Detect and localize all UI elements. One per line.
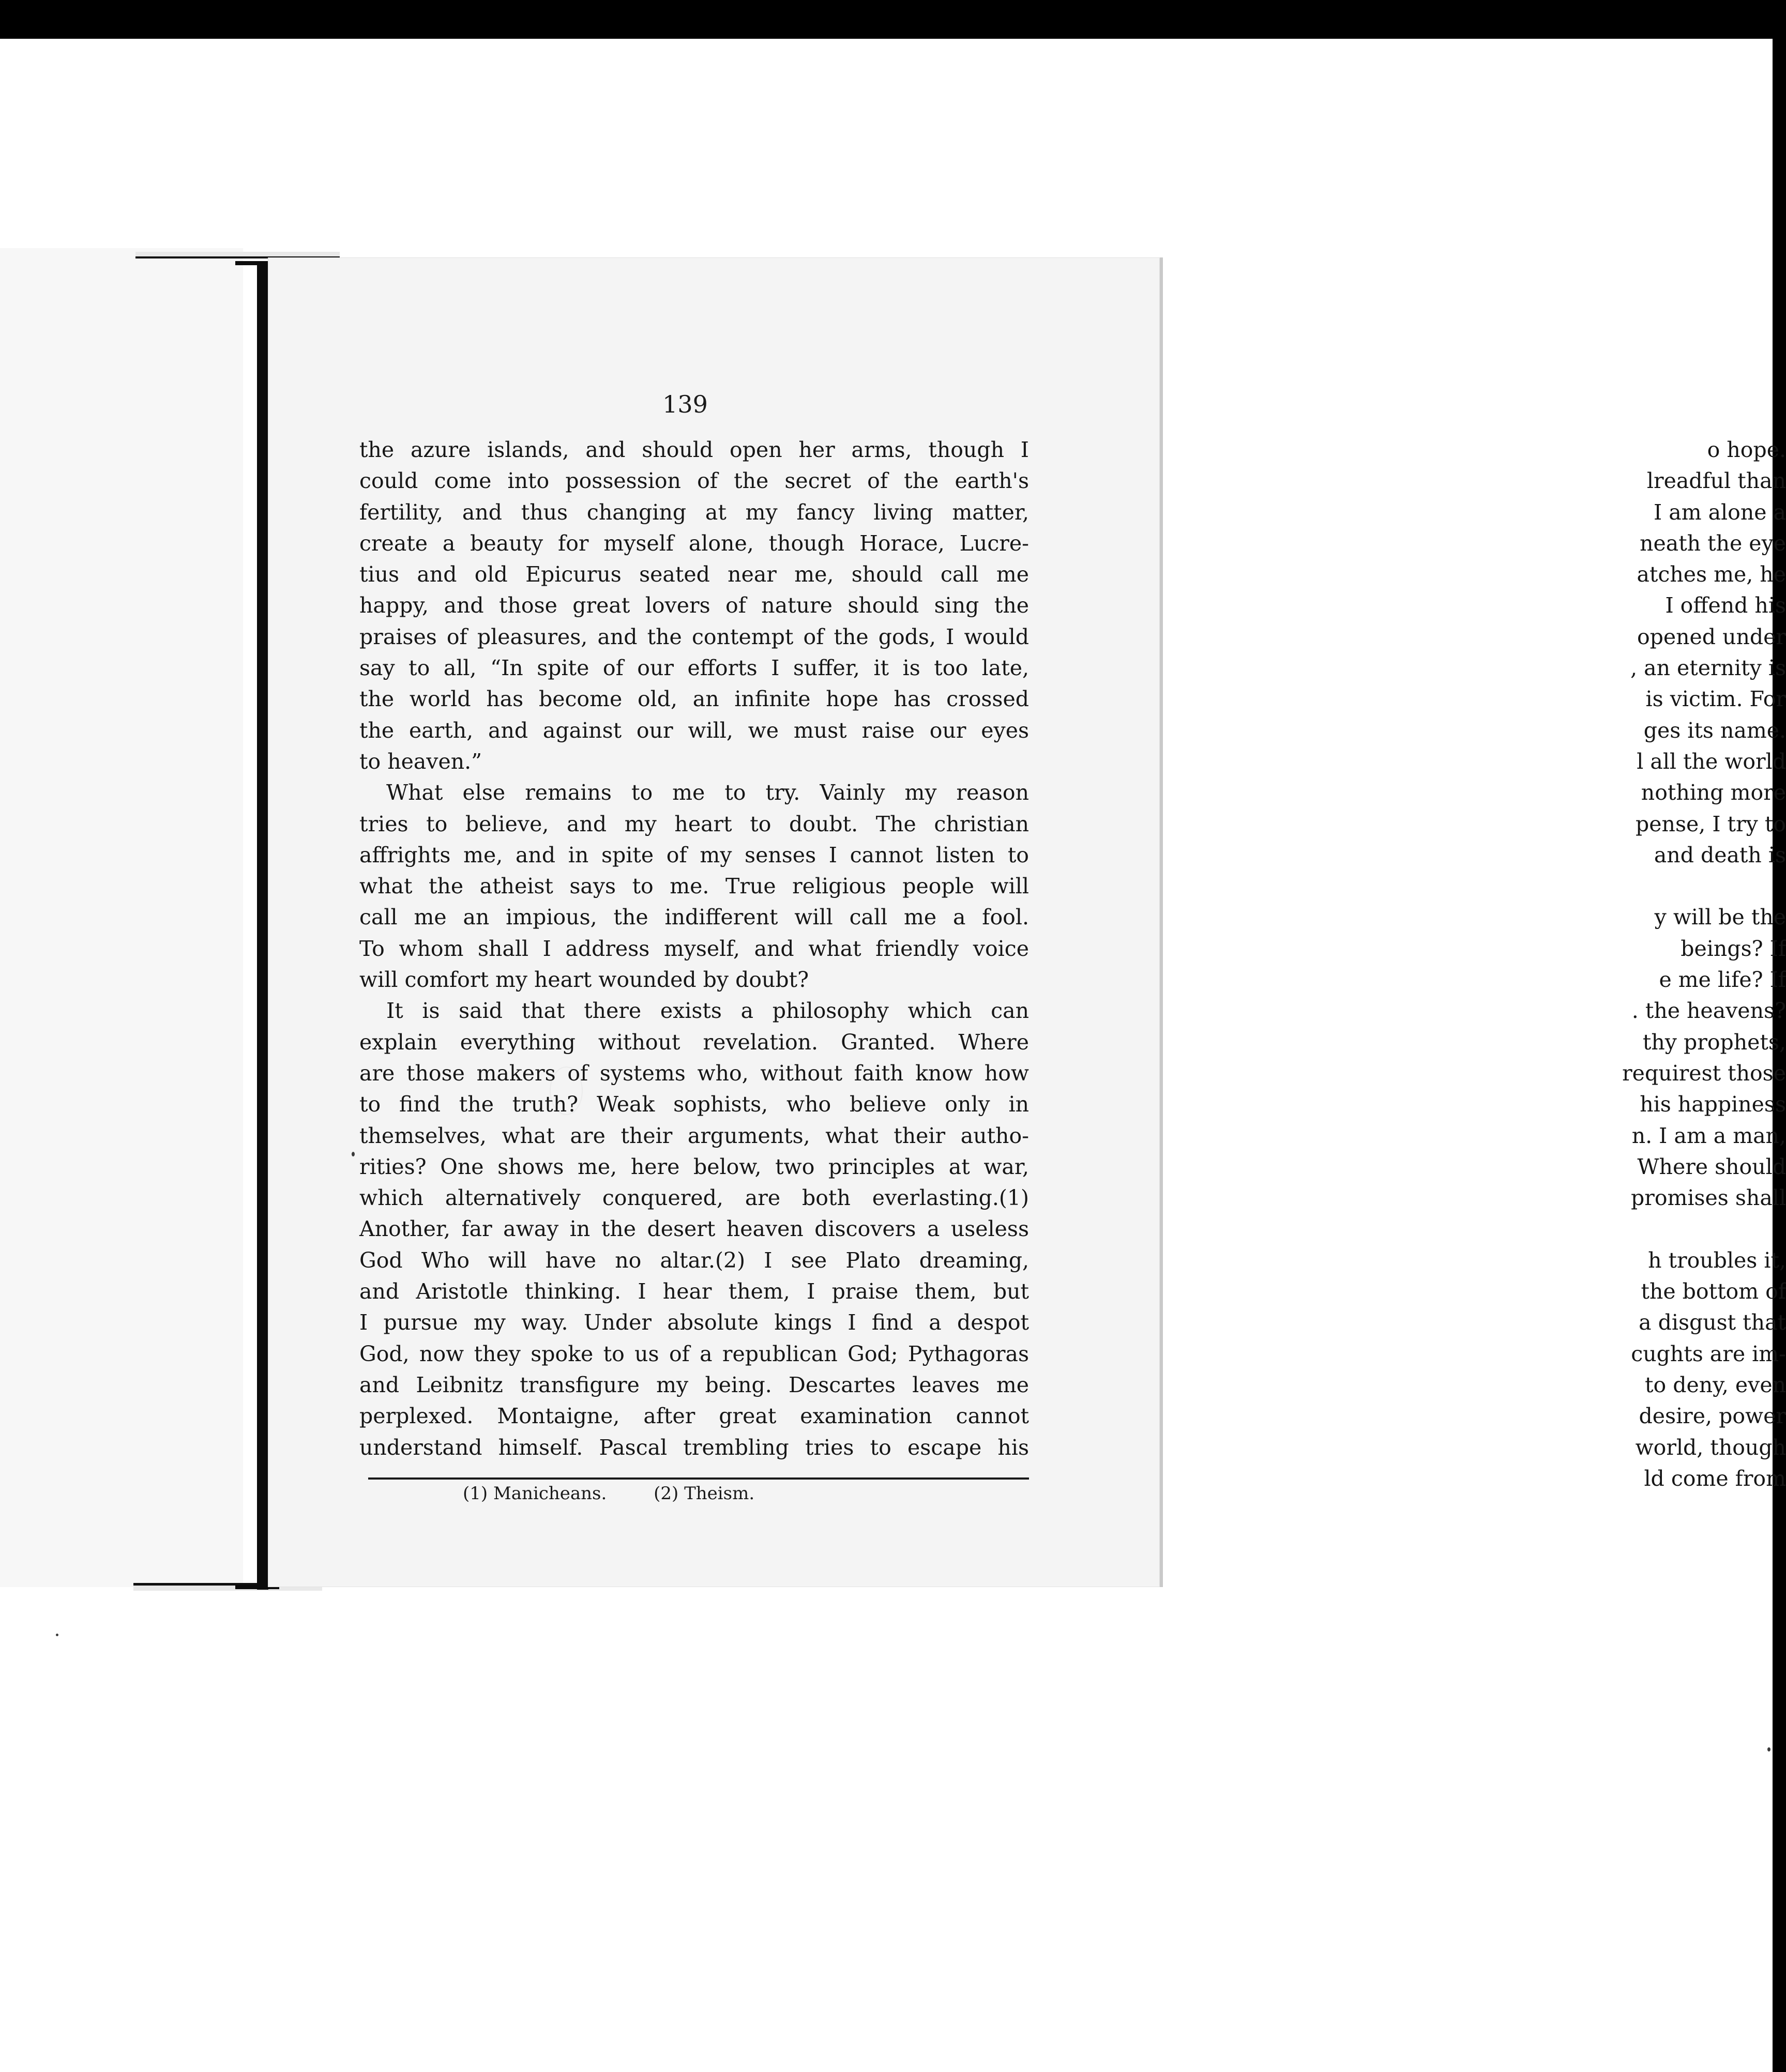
text-line: say to all, “In spite of our efforts I suffer, it is too late, (359, 656, 1029, 681)
previous-page-line: I am alone a (1654, 499, 1786, 525)
text-line: to find the truth? Weak sophists, who believe only in (359, 1092, 1029, 1117)
page-number: 139 (662, 390, 708, 418)
previous-page-line: his happiness (1640, 1092, 1786, 1117)
previous-page-line: ld come from (1644, 1466, 1786, 1491)
scan-speck (352, 1152, 355, 1156)
scanner-top-border (0, 0, 1786, 39)
footnotes (463, 1481, 928, 1506)
text-line: God Who will have no altar.(2) I see Plato dreaming, (359, 1247, 1029, 1273)
footnote-1: (1) Manicheans. (463, 1483, 607, 1504)
previous-page-line: requirest those (1622, 1060, 1786, 1086)
text-line: could come into possession of the secret of the earth's (359, 468, 1029, 494)
text-line: what the atheist says to me. True religious people will (359, 874, 1029, 899)
text-line: To whom shall I address myself, and what friendly voice (359, 936, 1029, 961)
text-line: the azure islands, and should open her arms, though I (359, 437, 1029, 462)
scan-speck (1767, 1747, 1770, 1751)
text-line: will comfort my heart wounded by doubt? (359, 967, 809, 993)
previous-page-line: neath the eye (1640, 530, 1786, 556)
text-line: call me an impious, the indifferent will call me a fool. (359, 905, 1029, 930)
text-line: and Aristotle thinking. I hear them, I praise them, but (359, 1279, 1029, 1304)
text-line: tius and old Epicurus seated near me, should call me (359, 562, 1029, 587)
previous-page-line: is victim. For (1645, 687, 1786, 712)
previous-page-line: o hope. (1707, 437, 1786, 462)
previous-page-line: the bottom of (1641, 1279, 1786, 1304)
previous-page-line: atches me, he (1637, 562, 1786, 587)
previous-page-line: h troubles it, (1648, 1247, 1786, 1273)
text-line: fertility, and thus changing at my fancy living matter, (359, 499, 1029, 525)
text-line: I pursue my way. Under absolute kings I find a despot (359, 1310, 1029, 1335)
text-line: tries to believe, and my heart to doubt. The christian (359, 811, 1029, 836)
page-body-text (359, 434, 1029, 1463)
book-binding-spine (257, 261, 268, 1590)
previous-page-line: beings? If (1681, 936, 1786, 961)
previous-page-line: and death is (1654, 842, 1786, 867)
text-line: rities? One shows me, here below, two principles at war, (359, 1154, 1029, 1179)
text-line: understand himself. Pascal trembling tries to escape his (359, 1435, 1029, 1460)
previous-page-line: to deny, even (1645, 1372, 1786, 1397)
text-line: perplexed. Montaigne, after great examination cannot (359, 1404, 1029, 1429)
text-line: are those makers of systems who, without faith know how (359, 1060, 1029, 1086)
footnote-2: (2) Theism. (654, 1483, 755, 1504)
previous-page-line: world, though (1635, 1435, 1786, 1460)
previous-page-line: pense, I try to (1636, 811, 1786, 836)
previous-page-line: nothing more (1641, 780, 1786, 805)
previous-page-line: l all the world (1637, 749, 1786, 774)
text-line: happy, and those great lovers of nature should sing the (359, 593, 1029, 618)
text-line: which alternatively conquered, are both everlasting.(1) (359, 1185, 1029, 1211)
text-line: affrights me, and in spite of my senses I cannot listen to (359, 842, 1029, 867)
previous-page-line: opened under (1637, 624, 1786, 649)
previous-page-line: lreadful than (1646, 468, 1786, 494)
previous-page-line (1543, 871, 1786, 902)
previous-page-line: I offend his (1665, 593, 1786, 618)
previous-page-line: . the heavens? (1631, 998, 1786, 1024)
previous-page-line: thy prophets, (1642, 1029, 1786, 1055)
previous-page-line: y will be the (1654, 905, 1786, 930)
previous-page-line (1543, 1213, 1786, 1244)
previous-page-line: Where should (1637, 1154, 1786, 1179)
footnote-divider (368, 1477, 1029, 1480)
text-line: God, now they spoke to us of a republican God; Pythagoras (359, 1341, 1029, 1366)
previous-page-text (1543, 434, 1786, 1494)
previous-page-line: a disgust that (1639, 1310, 1786, 1335)
text-line: the world has become old, an infinite hope has crossed (359, 687, 1029, 712)
text-line: the earth, and against our will, we must raise our eyes (359, 718, 1029, 743)
text-line: to heaven.” (359, 749, 482, 774)
text-line: praises of pleasures, and the contempt of the gods, I would (359, 624, 1029, 649)
previous-page-line: desire, power (1639, 1404, 1786, 1429)
previous-page-line: promises shall (1630, 1185, 1786, 1211)
text-line: It is said that there exists a philosophy which can (386, 998, 1029, 1024)
previous-page-line: cughts are im- (1631, 1341, 1786, 1366)
text-line: create a beauty for myself alone, though Horace, Lucre- (359, 530, 1029, 556)
text-line: explain everything without revelation. Granted. Where (359, 1029, 1029, 1055)
text-line: What else remains to me to try. Vainly my reason (386, 780, 1029, 805)
previous-page-fragment (0, 248, 243, 1587)
previous-page-line: n. I am a man, (1631, 1123, 1786, 1148)
scan-speck (56, 1634, 58, 1636)
previous-page-line: ges its name. (1643, 718, 1786, 743)
text-line: themselves, what are their arguments, what their autho- (359, 1123, 1029, 1148)
text-line: and Leibnitz transfigure my being. Descartes leaves me (359, 1372, 1029, 1397)
previous-page-line: e me life? If (1659, 967, 1786, 993)
text-line: Another, far away in the desert heaven discovers a useless (359, 1216, 1029, 1242)
previous-page-line: , an eternity is (1630, 656, 1786, 681)
